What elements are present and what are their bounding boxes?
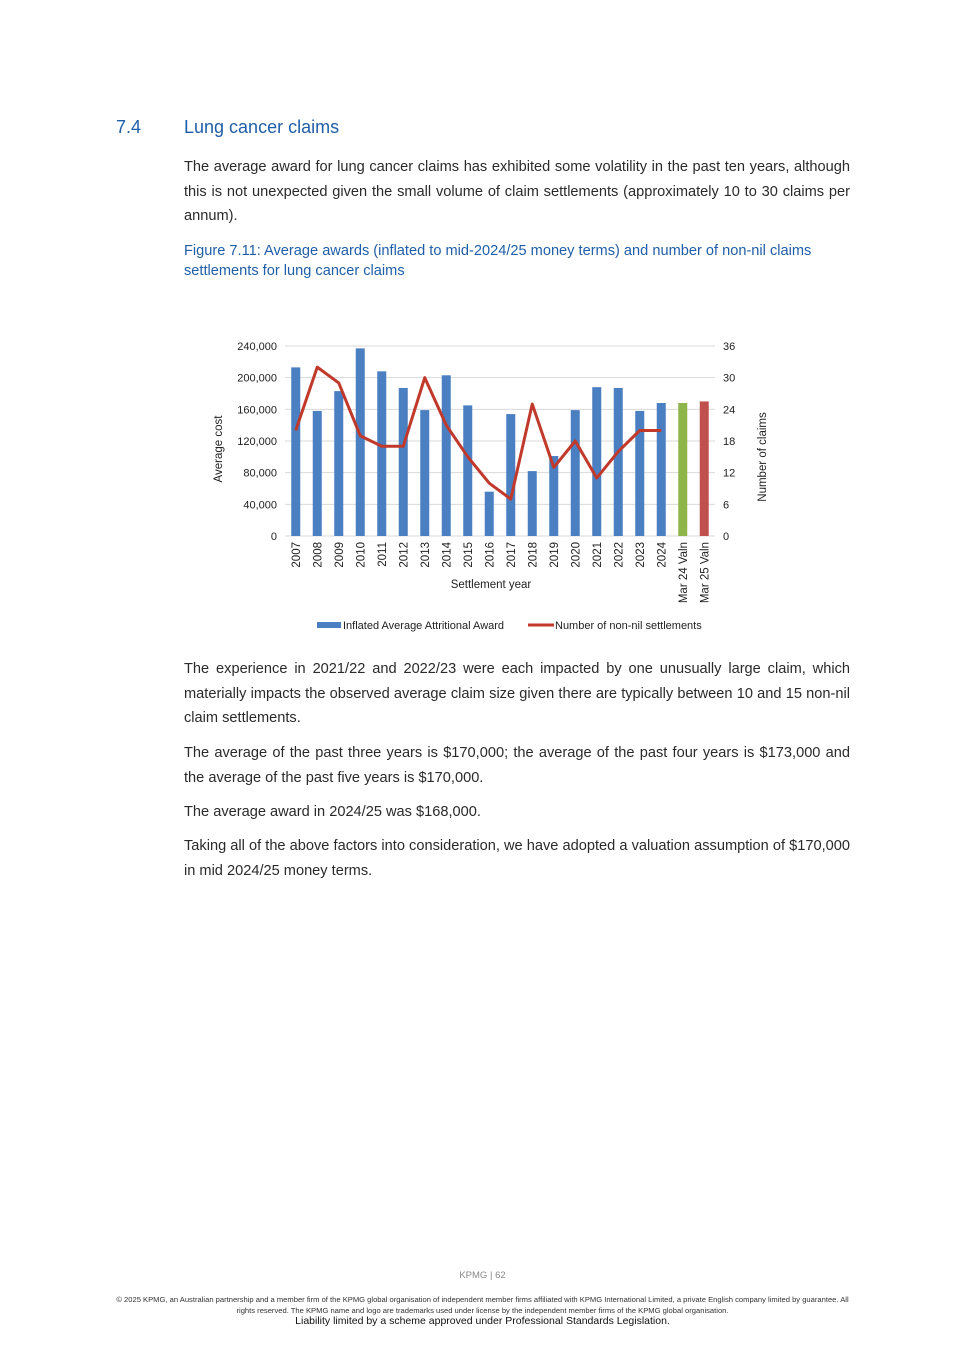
bar bbox=[700, 401, 709, 536]
bar bbox=[334, 391, 343, 536]
y-tick-label: 0 bbox=[270, 531, 277, 543]
x-tick-label: 2009 bbox=[333, 542, 346, 568]
bar bbox=[506, 414, 515, 536]
bar bbox=[678, 403, 687, 536]
y2-tick-label: 12 bbox=[723, 467, 736, 480]
bar bbox=[528, 471, 537, 536]
bar bbox=[313, 411, 322, 536]
x-tick-label: 2017 bbox=[505, 542, 518, 568]
y2-tick-label: 24 bbox=[723, 404, 736, 417]
section-title: Lung cancer claims bbox=[184, 117, 340, 137]
bar bbox=[571, 410, 580, 536]
bar bbox=[592, 387, 601, 536]
settlements-line bbox=[296, 367, 662, 499]
x-tick-label: 2022 bbox=[613, 542, 626, 568]
x-tick-label: 2007 bbox=[290, 542, 303, 568]
x-axis-title: Settlement year bbox=[450, 579, 532, 591]
x-tick-label: 2019 bbox=[548, 542, 561, 568]
x-tick-label: 2018 bbox=[527, 542, 540, 568]
y-axis-title: Average cost bbox=[213, 415, 225, 483]
y-tick-label: 160,000 bbox=[237, 404, 277, 417]
liability-notice: Liability limited by a scheme approved under Professional Standards Legislation. bbox=[295, 1315, 670, 1327]
bar bbox=[442, 375, 451, 536]
legend-line-label: Number of non-nil settlements bbox=[555, 620, 702, 632]
x-tick-label: 2016 bbox=[484, 542, 497, 568]
figure-caption: Figure 7.11: Average awards (inflated to mid-2024/25 money terms) and number of non-nil claims settlements for lung cancer claims bbox=[184, 243, 812, 279]
bar bbox=[377, 371, 386, 536]
combo-chart bbox=[200, 330, 780, 640]
x-tick-label: 2014 bbox=[441, 542, 454, 568]
y-tick-label: 40,000 bbox=[243, 499, 277, 512]
y2-tick-label: 30 bbox=[723, 372, 736, 385]
x-tick-label: 2024 bbox=[656, 542, 669, 568]
copyright-notice: © 2025 KPMG, an Australian partnership and a member firm of the KPMG global organisation of independent member firms affiliated with KPMG International Limited, a private English company limited by guarantee. All rights reserved. The KPMG name and logo are trademarks used under license by the independent member firms of the KPMG global organisation. bbox=[116, 1295, 849, 1315]
bar bbox=[657, 403, 666, 536]
section-number: 7.4 bbox=[116, 117, 142, 137]
bar bbox=[291, 367, 300, 536]
y2-axis-title: Number of claims bbox=[757, 412, 769, 502]
x-tick-label: 2011 bbox=[376, 542, 389, 567]
y-tick-label: 200,000 bbox=[237, 372, 277, 385]
y-tick-label: 240,000 bbox=[237, 341, 277, 353]
x-tick-label: 2021 bbox=[591, 542, 604, 568]
intro-paragraph: The average award for lung cancer claims has exhibited some volatility in the past ten years, although this is not unexpected given the small volume of claim settlements (approximately 10 to 30 claims per annum). bbox=[184, 159, 850, 224]
y2-tick-label: 18 bbox=[723, 436, 736, 448]
paragraph-assumption: Taking all of the above factors into consideration, we have adopted a valuation assumption of $170,000 in mid 2024/25 money terms. bbox=[184, 838, 850, 879]
y2-tick-label: 36 bbox=[723, 341, 736, 353]
legend-bar-swatch bbox=[317, 622, 341, 628]
x-tick-label: 2023 bbox=[634, 542, 647, 568]
bar bbox=[399, 388, 408, 536]
x-tick-label: 2015 bbox=[462, 542, 475, 568]
bar bbox=[420, 410, 429, 536]
bar bbox=[463, 405, 472, 536]
legend-bar-label: Inflated Average Attritional Award bbox=[343, 620, 505, 632]
x-tick-label: Mar 25 Valn bbox=[699, 542, 712, 604]
page-number: KPMG | 62 bbox=[459, 1270, 506, 1281]
x-tick-label: 2013 bbox=[419, 542, 432, 568]
y-tick-label: 80,000 bbox=[243, 467, 277, 480]
x-tick-label: 2012 bbox=[398, 542, 411, 568]
paragraph-large-claims: The experience in 2021/22 and 2022/23 were each impacted by one unusually large claim, which materially impacts the observed average claim size given there are typically between 10 and 15 non-nil claim settlements. bbox=[184, 661, 850, 726]
x-tick-label: Mar 24 Valn bbox=[677, 542, 690, 604]
x-tick-label: 2010 bbox=[355, 542, 368, 568]
paragraph-averages: The average of the past three years is $170,000; the average of the past four years is $173,000 and the average of the past five years is $170,000. bbox=[184, 745, 850, 786]
bar bbox=[614, 388, 623, 536]
x-tick-label: 2008 bbox=[312, 542, 325, 568]
paragraph-latest-award: The average award in 2024/25 was $168,000. bbox=[184, 804, 481, 820]
y-tick-label: 120,000 bbox=[237, 436, 277, 448]
y2-tick-label: 0 bbox=[723, 531, 730, 543]
bar bbox=[485, 492, 494, 536]
y2-tick-label: 6 bbox=[723, 499, 730, 512]
bar bbox=[356, 348, 365, 536]
x-tick-label: 2020 bbox=[570, 542, 583, 568]
